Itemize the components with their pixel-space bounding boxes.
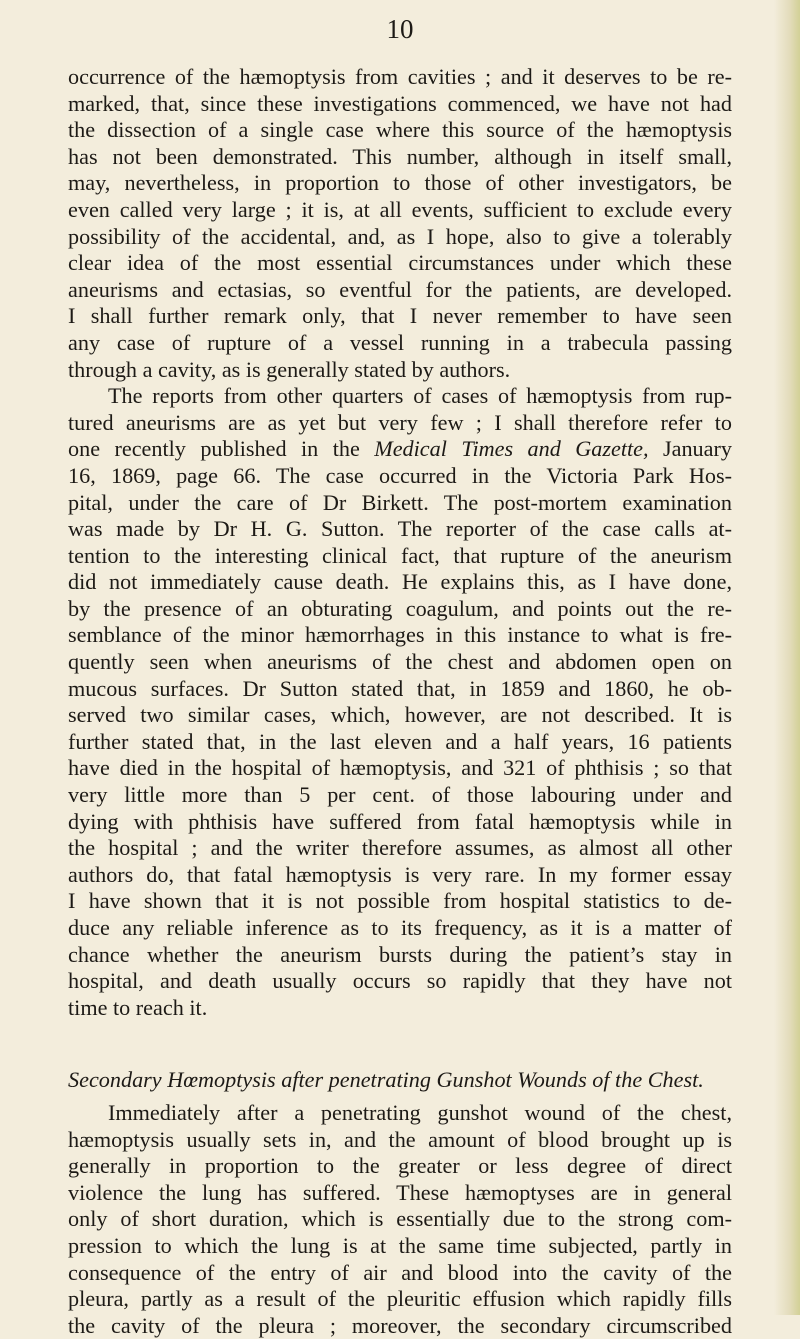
text-line: pital, under the care of Dr Birkett. The post-mortem examination [68,489,732,515]
text-line: further stated that, in the last eleven and a half years, 16 patients [68,728,732,754]
text-line: have died in the hospital of hæmoptysis, and 321 of phthisis ; so that [68,755,732,781]
text-line: pression to which the lung is at the same time subjected, partly in [68,1232,732,1258]
text-line: duce any reliable inference as to its frequency, as it is a matter of [68,915,732,940]
text-line: time to reach it. [68,994,208,1020]
text-line: very little more than 5 per cent. of those labouring under and [68,782,732,808]
text-line: possibility of the accidental, and, as I hope, also to give a tolerably [68,223,732,249]
text-line: has not been demonstrated. This number, although in itself small, [68,143,732,169]
text-line: hæmoptysis usually sets in, and the amount of blood brought up is [68,1126,732,1152]
text-fragment: January [648,436,732,462]
text-line: chance whether the aneurism bursts during the patient’s stay in [68,941,732,967]
text-line: by the presence of an obturating coagulum, and points out the re- [68,595,732,621]
journal-title: Medical Times and Gazette, [374,436,649,462]
text-line [68,436,732,463]
text-line: The reports from other quarters of cases of hæmoptysis from rup- [108,383,732,409]
text-line: dying with phthisis have suffered from fatal hæmoptysis while in [68,808,732,834]
text-line: the cavity of the pleura ; moreover, the secondary circumscribed [68,1312,732,1338]
text-line: aneurisms and ectasias, so eventful for the patients, are developed. [68,276,732,302]
text-line: through a cavity, as is generally stated by authors. [68,356,511,382]
text-line: quently seen when aneurisms of the chest and abdomen open on [68,649,732,675]
text-line: may, nevertheless, in proportion to those of other investigators, be [68,170,732,196]
text-line: the dissection of a single case where this source of the hæmoptysis [68,117,732,143]
text-line: occurrence of the hæmoptysis from cavities ; and it deserves to be re- [68,64,732,89]
text-line: served two similar cases, which, however, are not described. It is [68,702,732,728]
text-line: even called very large ; it is, at all events, sufficient to exclude every [68,196,732,222]
section-heading: Secondary Hœmoptysis after penetrating Gunshot Wounds of the Chest. [68,1067,704,1093]
text-line: consequence of the entry of air and blood into the cavity of the [68,1259,732,1285]
text-line: the hospital ; and the writer therefore assumes, as almost all other [68,835,732,861]
text-line: authors do, that fatal hæmoptysis is very rare. In my former essay [68,861,732,887]
text-line: 16, 1869, page 66. The case occurred in the Victoria Park Hos- [68,462,732,488]
text-line: pleura, partly as a result of the pleuritic effusion which rapidly fills [68,1286,732,1312]
text-line: Immediately after a penetrating gunshot wound of the chest, [108,1099,732,1125]
text-line: clear idea of the most essential circumstances under which these [68,250,732,276]
text-line: I shall further remark only, that I never remember to have seen [68,303,732,329]
text-line: hospital, and death usually occurs so rapidly that they have not [68,968,732,994]
text-fragment: one recently published in the [68,436,375,462]
text-line: semblance of the minor hæmorrhages in this instance to what is fre- [68,622,732,648]
paragraph-1 [68,64,732,383]
text-line: did not immediately cause death. He explains this, as I have done, [68,569,732,595]
text-line: only of short duration, which is essentially due to the strong com- [68,1206,732,1232]
paragraph-3 [68,1100,732,1339]
page-number: 10 [386,14,414,44]
text-line: was made by Dr H. G. Sutton. The reporter of the case calls at- [68,516,732,542]
text-line: mucous surfaces. Dr Sutton stated that, in 1859 and 1860, he ob- [68,675,732,701]
text-line: generally in proportion to the greater or less degree of direct [68,1153,732,1179]
text-line: marked, that, since these investigations commenced, we have not had [68,90,732,116]
paragraph-2 [68,383,732,1021]
text-line: violence the lung has suffered. These hæmoptyses are in general [68,1179,732,1205]
text-line: I have shown that it is not possible from hospital statistics to de- [68,888,732,914]
text-line: tured aneurisms are as yet but very few ; I shall therefore refer to [68,409,732,435]
text-line: any case of rupture of a vessel running in a trabecula passing [68,329,732,355]
page-edge-shading [774,0,800,1315]
text-line: tention to the interesting clinical fact, that rupture of the aneurism [68,542,732,568]
